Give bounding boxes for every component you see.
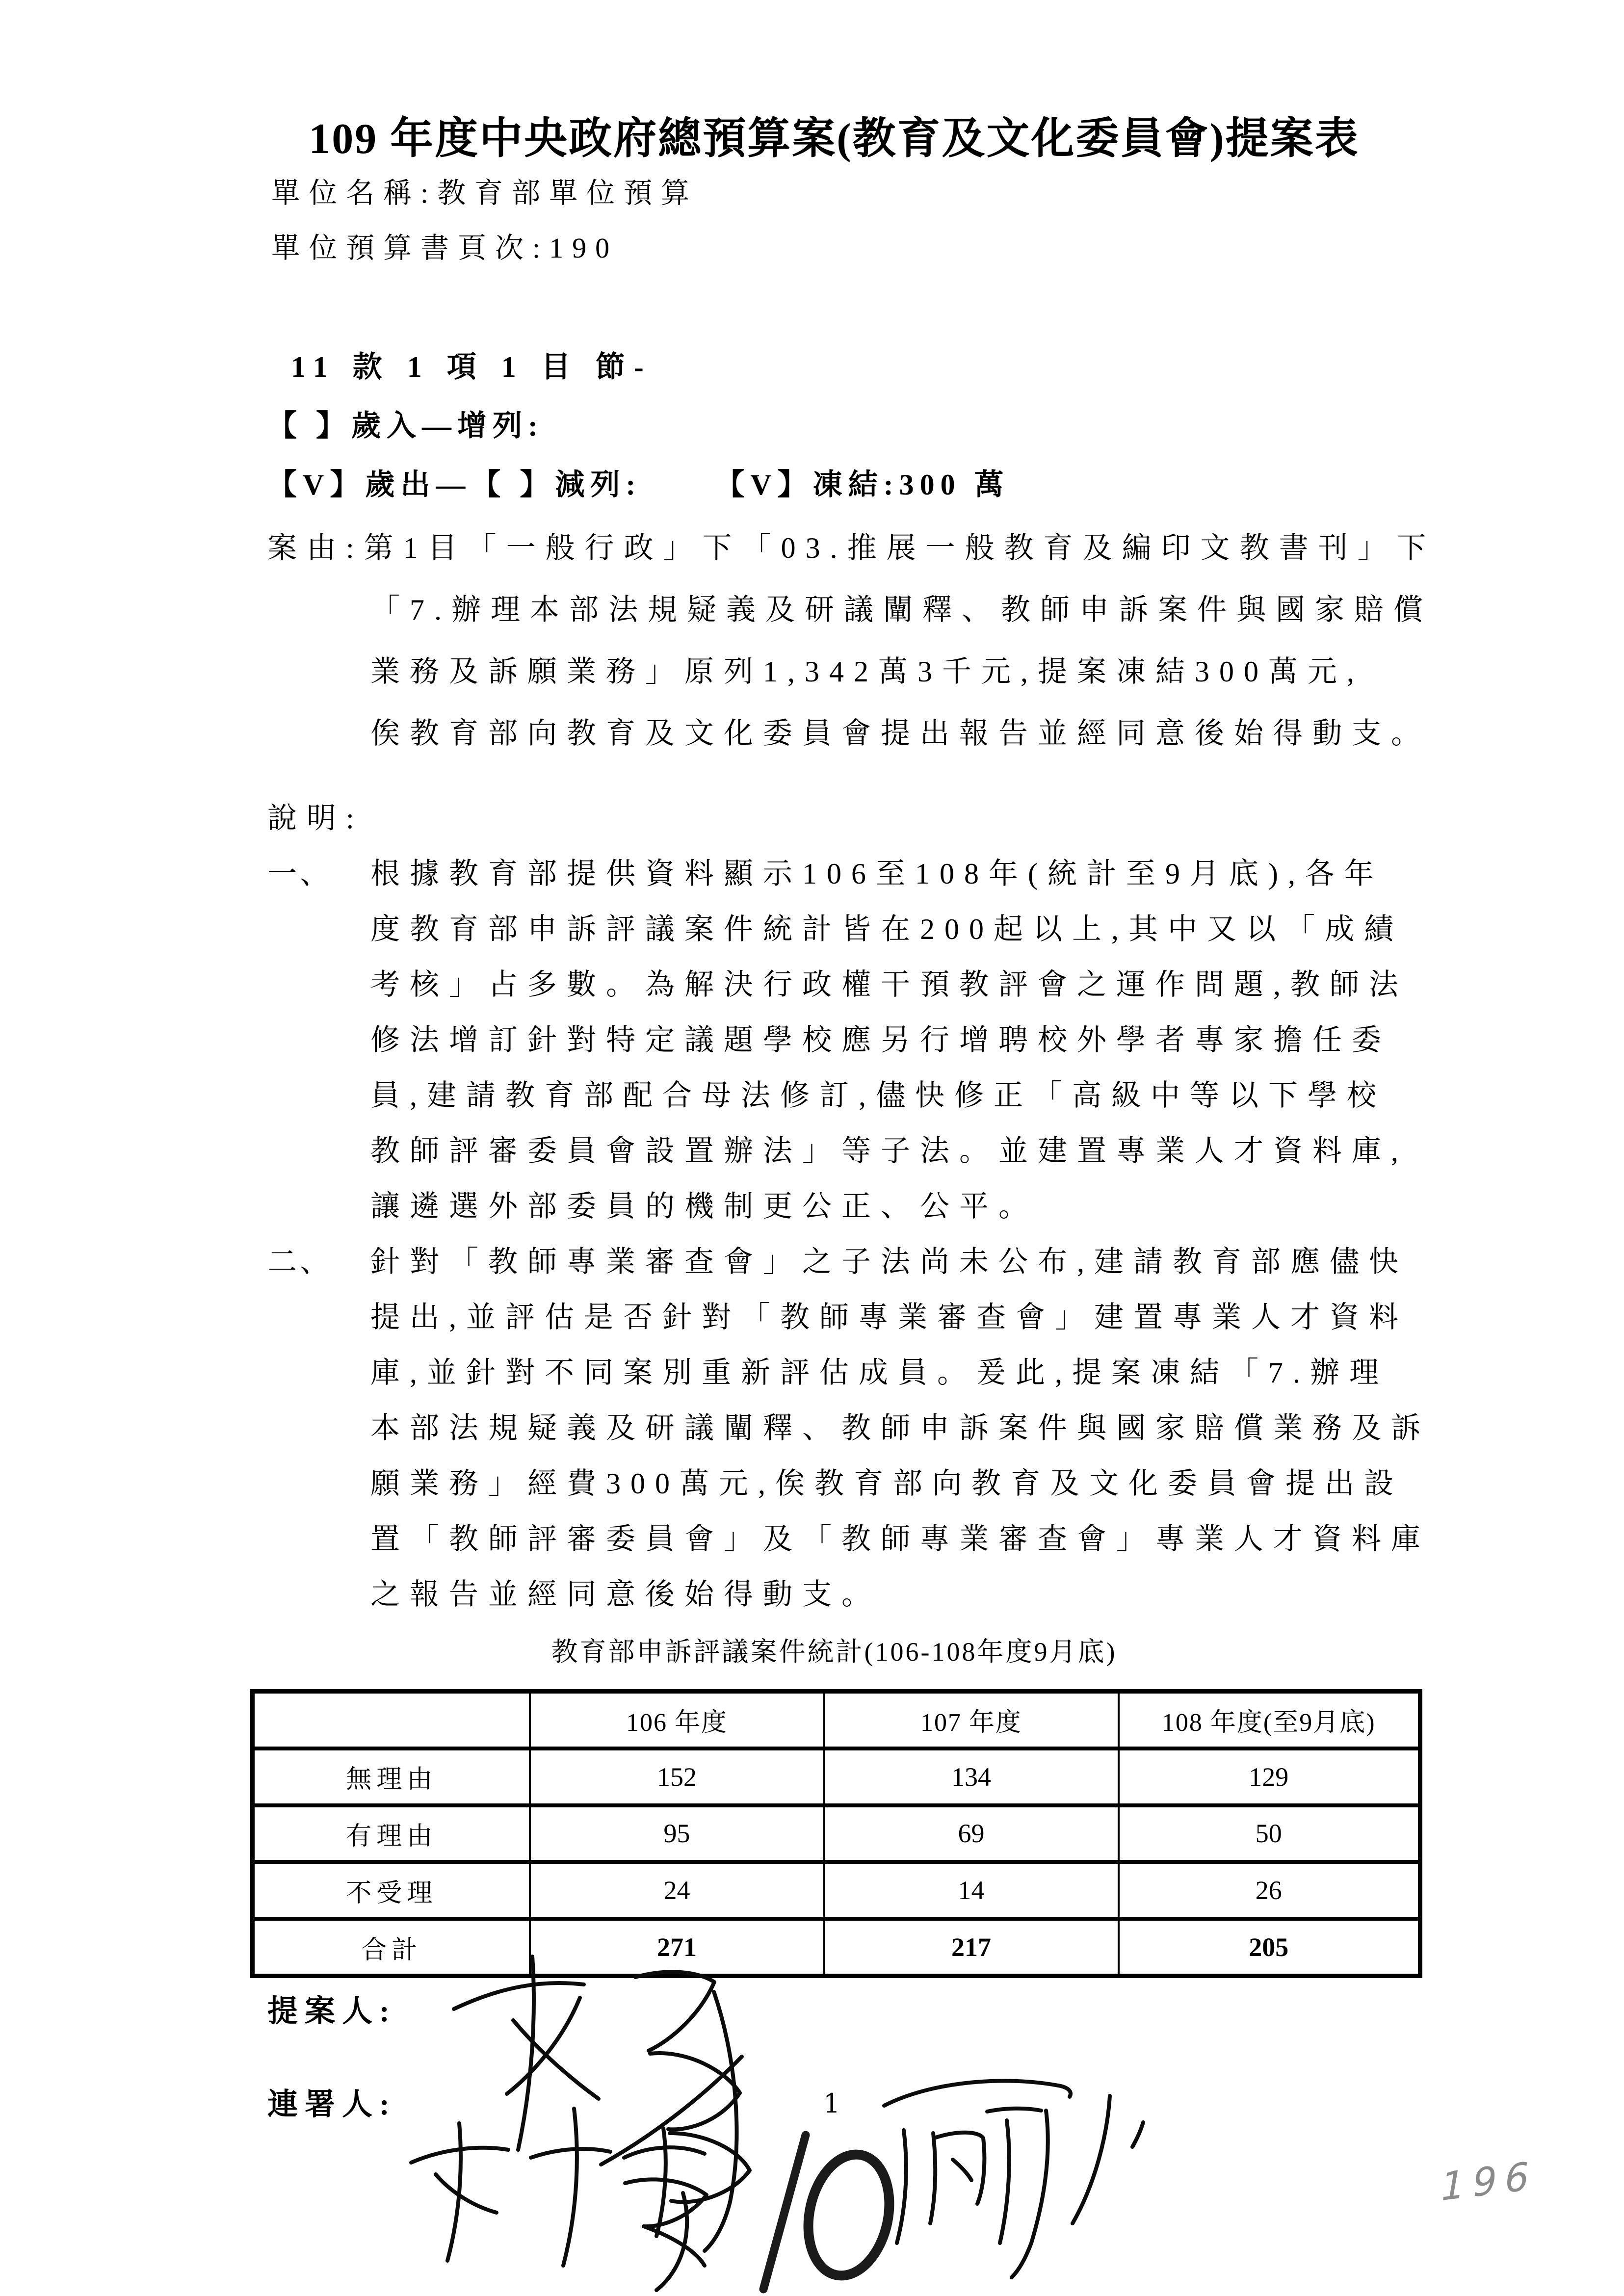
row-label: 無理由	[253, 1748, 530, 1805]
table-title: 教育部申訴評議案件統計(106-108年度9月底)	[551, 1637, 1117, 1667]
cell-value: 26	[1119, 1862, 1420, 1919]
explanation-item-2-line: 庫,並針對不同案別重新評估成員。爰此,提案凍結「7.辦理	[370, 1357, 1388, 1389]
explanation-item-2-line: 本部法規疑義及研議闡釋、教師申訴案件與國家賠償業務及訴	[370, 1412, 1430, 1444]
handwritten-10-mark	[763, 2135, 900, 2289]
table-row	[253, 1748, 1420, 1805]
cosigner-label: 連署人:	[267, 2088, 396, 2121]
expenditure-reduce-label: 【V】歲出—【 】減列:	[267, 469, 642, 501]
case-line	[267, 517, 1436, 579]
budget-item-heading: 11 款 1 項 1 目 節-	[291, 351, 653, 383]
unit-page-line: 單位預算書頁次:190	[271, 232, 619, 264]
cell-value: 134	[824, 1748, 1119, 1805]
revenue-checkbox-line: 【 】歲入—增列:	[267, 410, 544, 442]
table-header-row	[253, 1692, 1420, 1748]
pencil-corner-number: 196	[1440, 2153, 1537, 2210]
budget-clause-block	[267, 338, 1010, 514]
explanation-item-1-line: 修法增訂針對特定議題學校應另行增聘校外學者專家擔任委	[370, 1024, 1391, 1056]
cell-value: 152	[530, 1748, 824, 1805]
case-line: 業務及訴願業務」原列1,342萬3千元,提案凍結300萬元,	[370, 655, 1364, 688]
cosigner-signature-2	[884, 2081, 1143, 2277]
row-label: 不受理	[253, 1862, 530, 1919]
case-label: 案由:	[267, 532, 364, 564]
explanation-item-1-line: 教師評審委員會設置辦法」等子法。並建置專業人才資料庫,	[370, 1135, 1408, 1167]
explanation-item-1-line	[267, 846, 1430, 902]
header-empty-cell	[253, 1692, 530, 1748]
explanation-item-2-line: 之報告並經同意後始得動支。	[370, 1578, 881, 1611]
case-line: 俟教育部向教育及文化委員會提出報告並經同意後始得動支。	[370, 717, 1430, 750]
table-row	[253, 1805, 1420, 1862]
case-section	[267, 517, 1436, 764]
explanation-label: 說明:	[267, 802, 364, 835]
cell-value: 24	[530, 1862, 824, 1919]
table-row	[253, 1862, 1420, 1919]
cell-value: 50	[1119, 1805, 1420, 1862]
header-year-108: 108 年度(至9月底)	[1119, 1692, 1420, 1748]
explanation-item-1-line: 考核」占多數。為解決行政權干預教評會之運作問題,教師法	[370, 968, 1408, 1001]
cosigner-signature-1	[411, 2109, 707, 2290]
explanation-item-2-line: 置「教師評審委員會」及「教師專業審查會」專業人才資料庫	[370, 1523, 1430, 1555]
cell-value: 271	[530, 1919, 824, 1976]
cell-value: 129	[1119, 1748, 1420, 1805]
explanation-item-2-line: 願業務」經費300萬元,俟教育部向教育及文化委員會提出設	[370, 1467, 1403, 1500]
explanation-item-1-line: 員,建請教育部配合母法修訂,儘快修正「高級中等以下學校	[370, 1079, 1386, 1112]
case-line: 「7.辦理本部法規疑義及研議闡釋、教師申訴案件與國家賠償	[370, 594, 1433, 626]
handwritten-signatures	[368, 1928, 1276, 2296]
freeze-amount-label: 【V】凍結:300 萬	[715, 469, 1010, 501]
explanation-section	[267, 791, 1430, 1622]
header-year-106: 106 年度	[530, 1692, 824, 1748]
explanation-item-2-line	[267, 1234, 1430, 1290]
item-2-marker: 二、	[267, 1246, 332, 1278]
item-1-text: 根據教育部提供資料顯示106至108年(統計至9月底),各年	[370, 858, 1384, 890]
cell-value: 205	[1119, 1919, 1420, 1976]
row-label: 有理由	[253, 1805, 530, 1862]
explanation-item-1-line: 度教育部申訴評議案件統計皆在200起以上,其中又以「成績	[370, 913, 1403, 945]
explanation-item-1-line: 讓遴選外部委員的機制更公正、公平。	[370, 1190, 1038, 1223]
item-1-marker: 一、	[267, 858, 332, 890]
unit-meta-block	[271, 166, 698, 276]
unit-name-line: 單位名稱:教育部單位預算	[271, 177, 699, 209]
proposer-label: 提案人:	[267, 1995, 396, 2028]
explanation-item-2-line: 提出,並評估是否針對「教師專業審查會」建置專業人才資料	[370, 1301, 1408, 1333]
header-year-107: 107 年度	[824, 1692, 1119, 1748]
page-number: 1	[823, 2088, 840, 2119]
cell-value: 69	[824, 1805, 1119, 1862]
row-label: 合計	[253, 1919, 530, 1976]
proposer-signature	[454, 1957, 750, 2251]
cell-value: 14	[824, 1862, 1119, 1919]
cell-value: 217	[824, 1919, 1119, 1976]
case-text: 第1目「一般行政」下「03.推展一般教育及編印文教書刊」下	[364, 532, 1436, 564]
expenditure-checkbox-line	[267, 455, 1010, 514]
item-2-text: 針對「教師專業審查會」之子法尚未公布,建請教育部應儘快	[370, 1246, 1408, 1278]
page-title: 109 年度中央政府總預算案(教育及文化委員會)提案表	[309, 115, 1360, 163]
cell-value: 95	[530, 1805, 824, 1862]
